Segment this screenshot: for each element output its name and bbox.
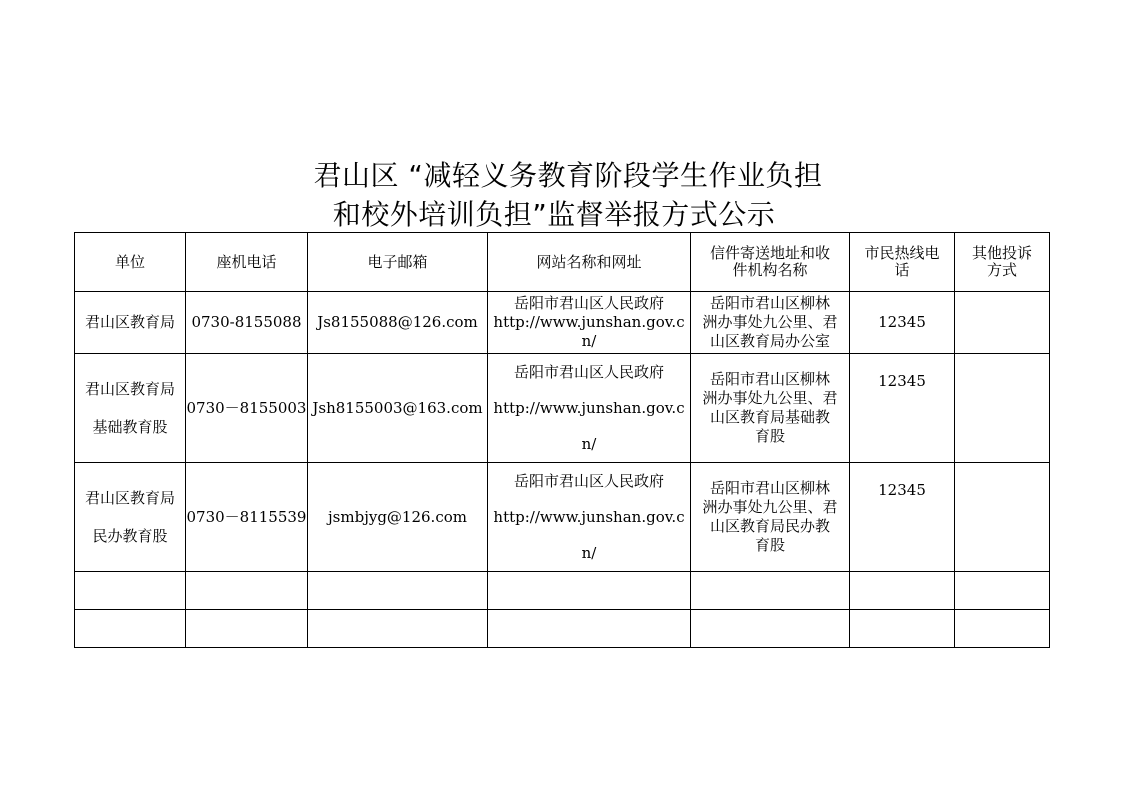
phone-cell: 0730－8155003 <box>186 354 308 463</box>
empty-cell <box>308 610 488 648</box>
address-line-1: 岳阳市君山区柳林 <box>709 294 830 312</box>
unit-cell <box>75 463 186 572</box>
other-cell <box>955 354 1050 463</box>
address-line-4: 育股 <box>754 536 785 554</box>
email-cell: Js8155088@126.com <box>308 292 488 354</box>
empty-cell <box>75 610 186 648</box>
header-phone: 座机电话 <box>186 233 308 292</box>
address-line-2: 洲办事处九公里、君 <box>702 389 838 407</box>
hotline-cell: 12345 <box>850 354 955 463</box>
empty-cell <box>488 572 691 610</box>
hotline-cell: 12345 <box>850 292 955 354</box>
empty-cell <box>308 572 488 610</box>
address-line-4: 育股 <box>754 427 785 445</box>
address-cell <box>691 354 850 463</box>
address-line-3: 山区教育局办公室 <box>709 332 830 350</box>
phone-cell: 0730－8115539 <box>186 463 308 572</box>
empty-cell <box>691 572 850 610</box>
header-email: 电子邮箱 <box>308 233 488 292</box>
header-address-line-1: 信件寄送地址和收 <box>709 244 830 262</box>
empty-cell <box>186 572 308 610</box>
address-line-3: 山区教育局基础教 <box>709 408 830 426</box>
header-other <box>955 233 1050 292</box>
address-line-2: 洲办事处九公里、君 <box>702 498 838 516</box>
page-title-line-1: 君山区 “减轻义务教育阶段学生作业负担 <box>313 159 823 192</box>
header-hotline-line-2: 话 <box>894 261 910 279</box>
other-cell <box>955 292 1050 354</box>
unit-line-1: 君山区教育局 <box>84 489 175 507</box>
empty-cell <box>955 572 1050 610</box>
empty-cell <box>691 610 850 648</box>
site-url: http://www.junshan.gov.cn/ <box>493 399 685 453</box>
empty-cell <box>75 572 186 610</box>
empty-cell <box>850 610 955 648</box>
empty-cell <box>955 610 1050 648</box>
site-url: http://www.junshan.gov.cn/ <box>493 508 685 562</box>
address-line-1: 岳阳市君山区柳林 <box>709 370 830 388</box>
website-cell <box>488 292 691 354</box>
header-other-line-1: 其他投诉 <box>971 244 1032 262</box>
header-other-line-2: 方式 <box>986 261 1017 279</box>
header-hotline-line-1: 市民热线电 <box>864 244 940 262</box>
empty-table-row <box>75 610 1050 648</box>
address-line-2: 洲办事处九公里、君 <box>702 313 838 331</box>
other-cell <box>955 463 1050 572</box>
table-header-row <box>75 233 1050 292</box>
empty-cell <box>488 610 691 648</box>
site-name: 岳阳市君山区人民政府 <box>513 472 664 490</box>
empty-table-row <box>75 572 1050 610</box>
header-unit: 单位 <box>75 233 186 292</box>
phone-cell: 0730-8155088 <box>186 292 308 354</box>
table-row <box>75 354 1050 463</box>
hotline-cell: 12345 <box>850 463 955 572</box>
unit-line-1: 君山区教育局 <box>84 380 175 398</box>
unit-line-2: 民办教育股 <box>92 527 168 545</box>
email-cell: Jsh8155003@163.com <box>308 354 488 463</box>
header-website: 网站名称和网址 <box>488 233 691 292</box>
site-name: 岳阳市君山区人民政府 <box>513 363 664 381</box>
address-line-3: 山区教育局民办教 <box>709 517 830 535</box>
page-title-line-2: 和校外培训负担”监督举报方式公示 <box>332 198 776 231</box>
empty-cell <box>850 572 955 610</box>
unit-cell: 君山区教育局 <box>75 292 186 354</box>
empty-cell <box>186 610 308 648</box>
address-cell <box>691 463 850 572</box>
unit-line-2: 基础教育股 <box>92 418 168 436</box>
table-row <box>75 292 1050 354</box>
report-contact-table <box>74 232 1050 648</box>
website-cell <box>488 354 691 463</box>
header-hotline <box>850 233 955 292</box>
site-url: http://www.junshan.gov.cn/ <box>493 313 685 350</box>
address-cell <box>691 292 850 354</box>
unit-cell <box>75 354 186 463</box>
table-row <box>75 463 1050 572</box>
header-address <box>691 233 850 292</box>
website-cell <box>488 463 691 572</box>
address-line-1: 岳阳市君山区柳林 <box>709 479 830 497</box>
site-name: 岳阳市君山区人民政府 <box>513 294 664 312</box>
email-cell: jsmbjyg@126.com <box>308 463 488 572</box>
header-address-line-2: 件机构名称 <box>732 261 808 279</box>
